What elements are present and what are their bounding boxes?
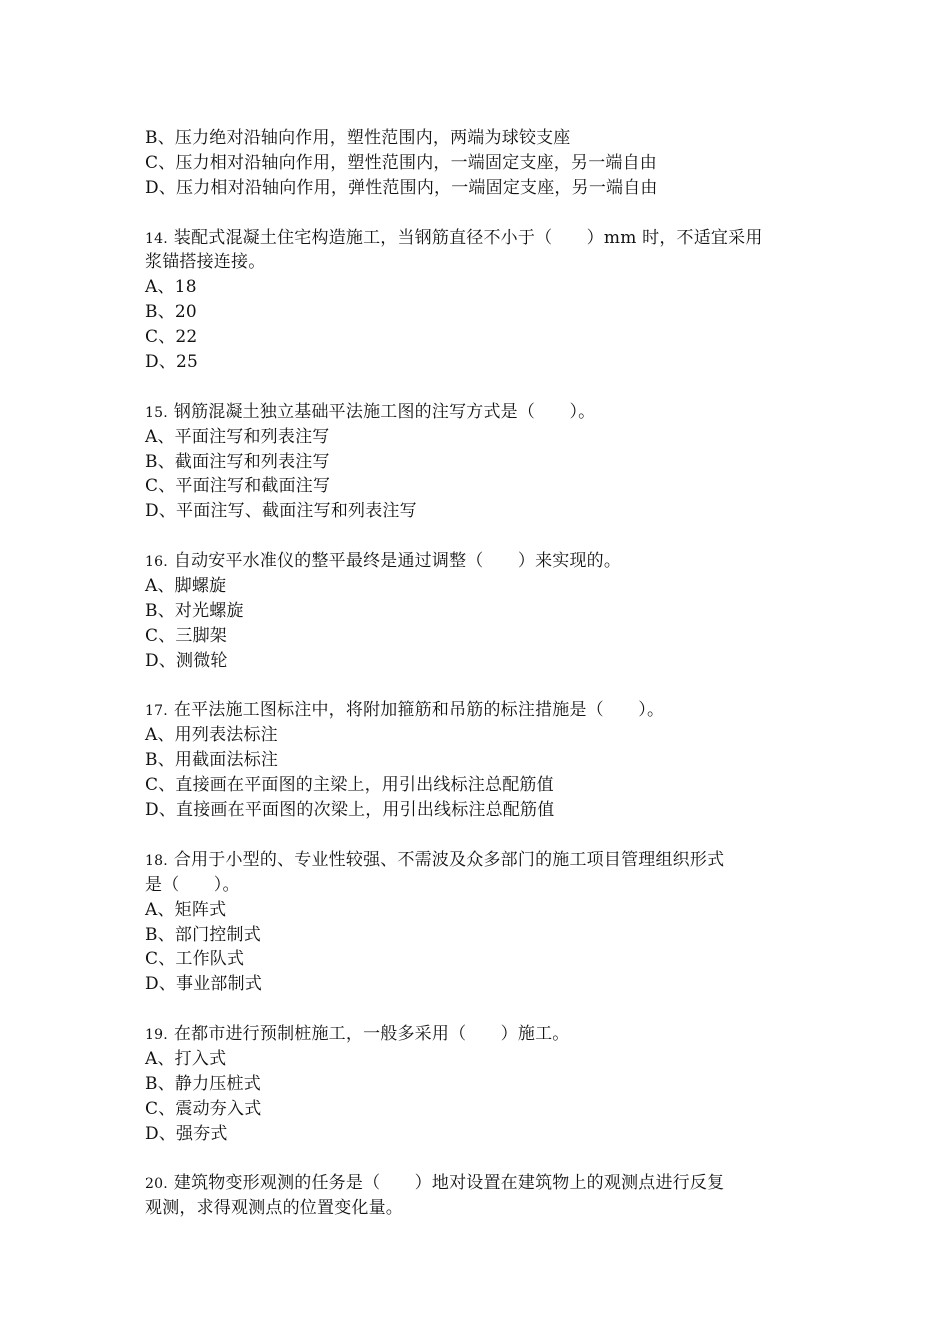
- option: B、对光螺旋: [145, 600, 244, 621]
- question-text: 在平法施工图标注中，将附加箍筋和吊筋的标注措施是（ ）。: [173, 700, 665, 721]
- option: B、用截面法标注: [145, 750, 279, 771]
- option: B、20: [145, 302, 197, 323]
- option: A、用列表法标注: [145, 725, 278, 746]
- question-number: 19.: [145, 1027, 168, 1044]
- option: A、18: [145, 277, 197, 298]
- question-18: [145, 848, 815, 997]
- question-text: 合用于小型的、专业性较强、不需波及众多部门的施工项目管理组织形式: [173, 849, 725, 870]
- question-17: [145, 698, 815, 822]
- option: C、工作队式: [145, 949, 245, 970]
- option: C、震动夯入式: [145, 1098, 262, 1119]
- question-text: 浆锚搭接连接。: [145, 252, 266, 273]
- option: A、平面注写和列表注写: [145, 426, 330, 447]
- question-text: 装配式混凝土住宅构造施工，当钢筋直径不小于（ ）mm 时，不适宜采用: [173, 227, 763, 248]
- question-16: [145, 549, 815, 673]
- option: D、事业部制式: [145, 974, 263, 995]
- question-text: 观测，求得观测点的位置变化量。: [145, 1198, 403, 1219]
- question-text: 在都市进行预制桩施工，一般多采用（ ）施工。: [173, 1024, 570, 1045]
- option: D、平面注写、截面注写和列表注写: [145, 501, 417, 522]
- option: D、测微轮: [145, 650, 228, 671]
- question-number: 17.: [145, 703, 168, 720]
- question-19: [145, 1022, 815, 1146]
- option: B、静力压桩式: [145, 1073, 261, 1094]
- option: C、直接画在平面图的主梁上，用引出线标注总配筋值: [145, 775, 554, 796]
- question-number: 14.: [145, 230, 168, 247]
- question-number: 15.: [145, 404, 168, 421]
- option: A、打入式: [145, 1048, 227, 1069]
- question-text: 钢筋混凝土独立基础平法施工图的注写方式是（ ）。: [173, 401, 596, 422]
- question-14: [145, 226, 815, 375]
- question-list: [145, 126, 815, 1221]
- option: C、压力相对沿轴向作用，塑性范围内，一端固定支座，另一端自由: [145, 152, 658, 173]
- option: B、截面注写和列表注写: [145, 451, 330, 472]
- option: C、22: [145, 327, 198, 348]
- option: C、三脚架: [145, 625, 228, 646]
- option: A、矩阵式: [145, 899, 227, 920]
- question-text: 建筑物变形观测的任务是（ ）地对设置在建筑物上的观测点进行反复: [173, 1173, 725, 1194]
- question-text: 自动安平水准仪的整平最终是通过调整（ ）来实现的。: [173, 551, 622, 572]
- option: D、25: [145, 352, 199, 373]
- question-number: 20.: [145, 1176, 168, 1193]
- option: B、部门控制式: [145, 924, 261, 945]
- option: D、压力相对沿轴向作用，弹性范围内，一端固定支座，另一端自由: [145, 177, 658, 198]
- option: C、平面注写和截面注写: [145, 476, 331, 497]
- option: A、脚螺旋: [145, 576, 227, 597]
- question-20: [145, 1171, 815, 1221]
- question-text: 是（ ）。: [145, 874, 240, 895]
- question-number: 16.: [145, 554, 168, 571]
- option: D、直接画在平面图的次梁上，用引出线标注总配筋值: [145, 800, 555, 821]
- option: B、压力绝对沿轴向作用，塑性范围内，两端为球铰支座: [145, 128, 571, 148]
- continuation-options: [145, 126, 815, 201]
- question-number: 18.: [145, 852, 168, 869]
- option: D、强夯式: [145, 1123, 228, 1144]
- question-15: [145, 400, 815, 524]
